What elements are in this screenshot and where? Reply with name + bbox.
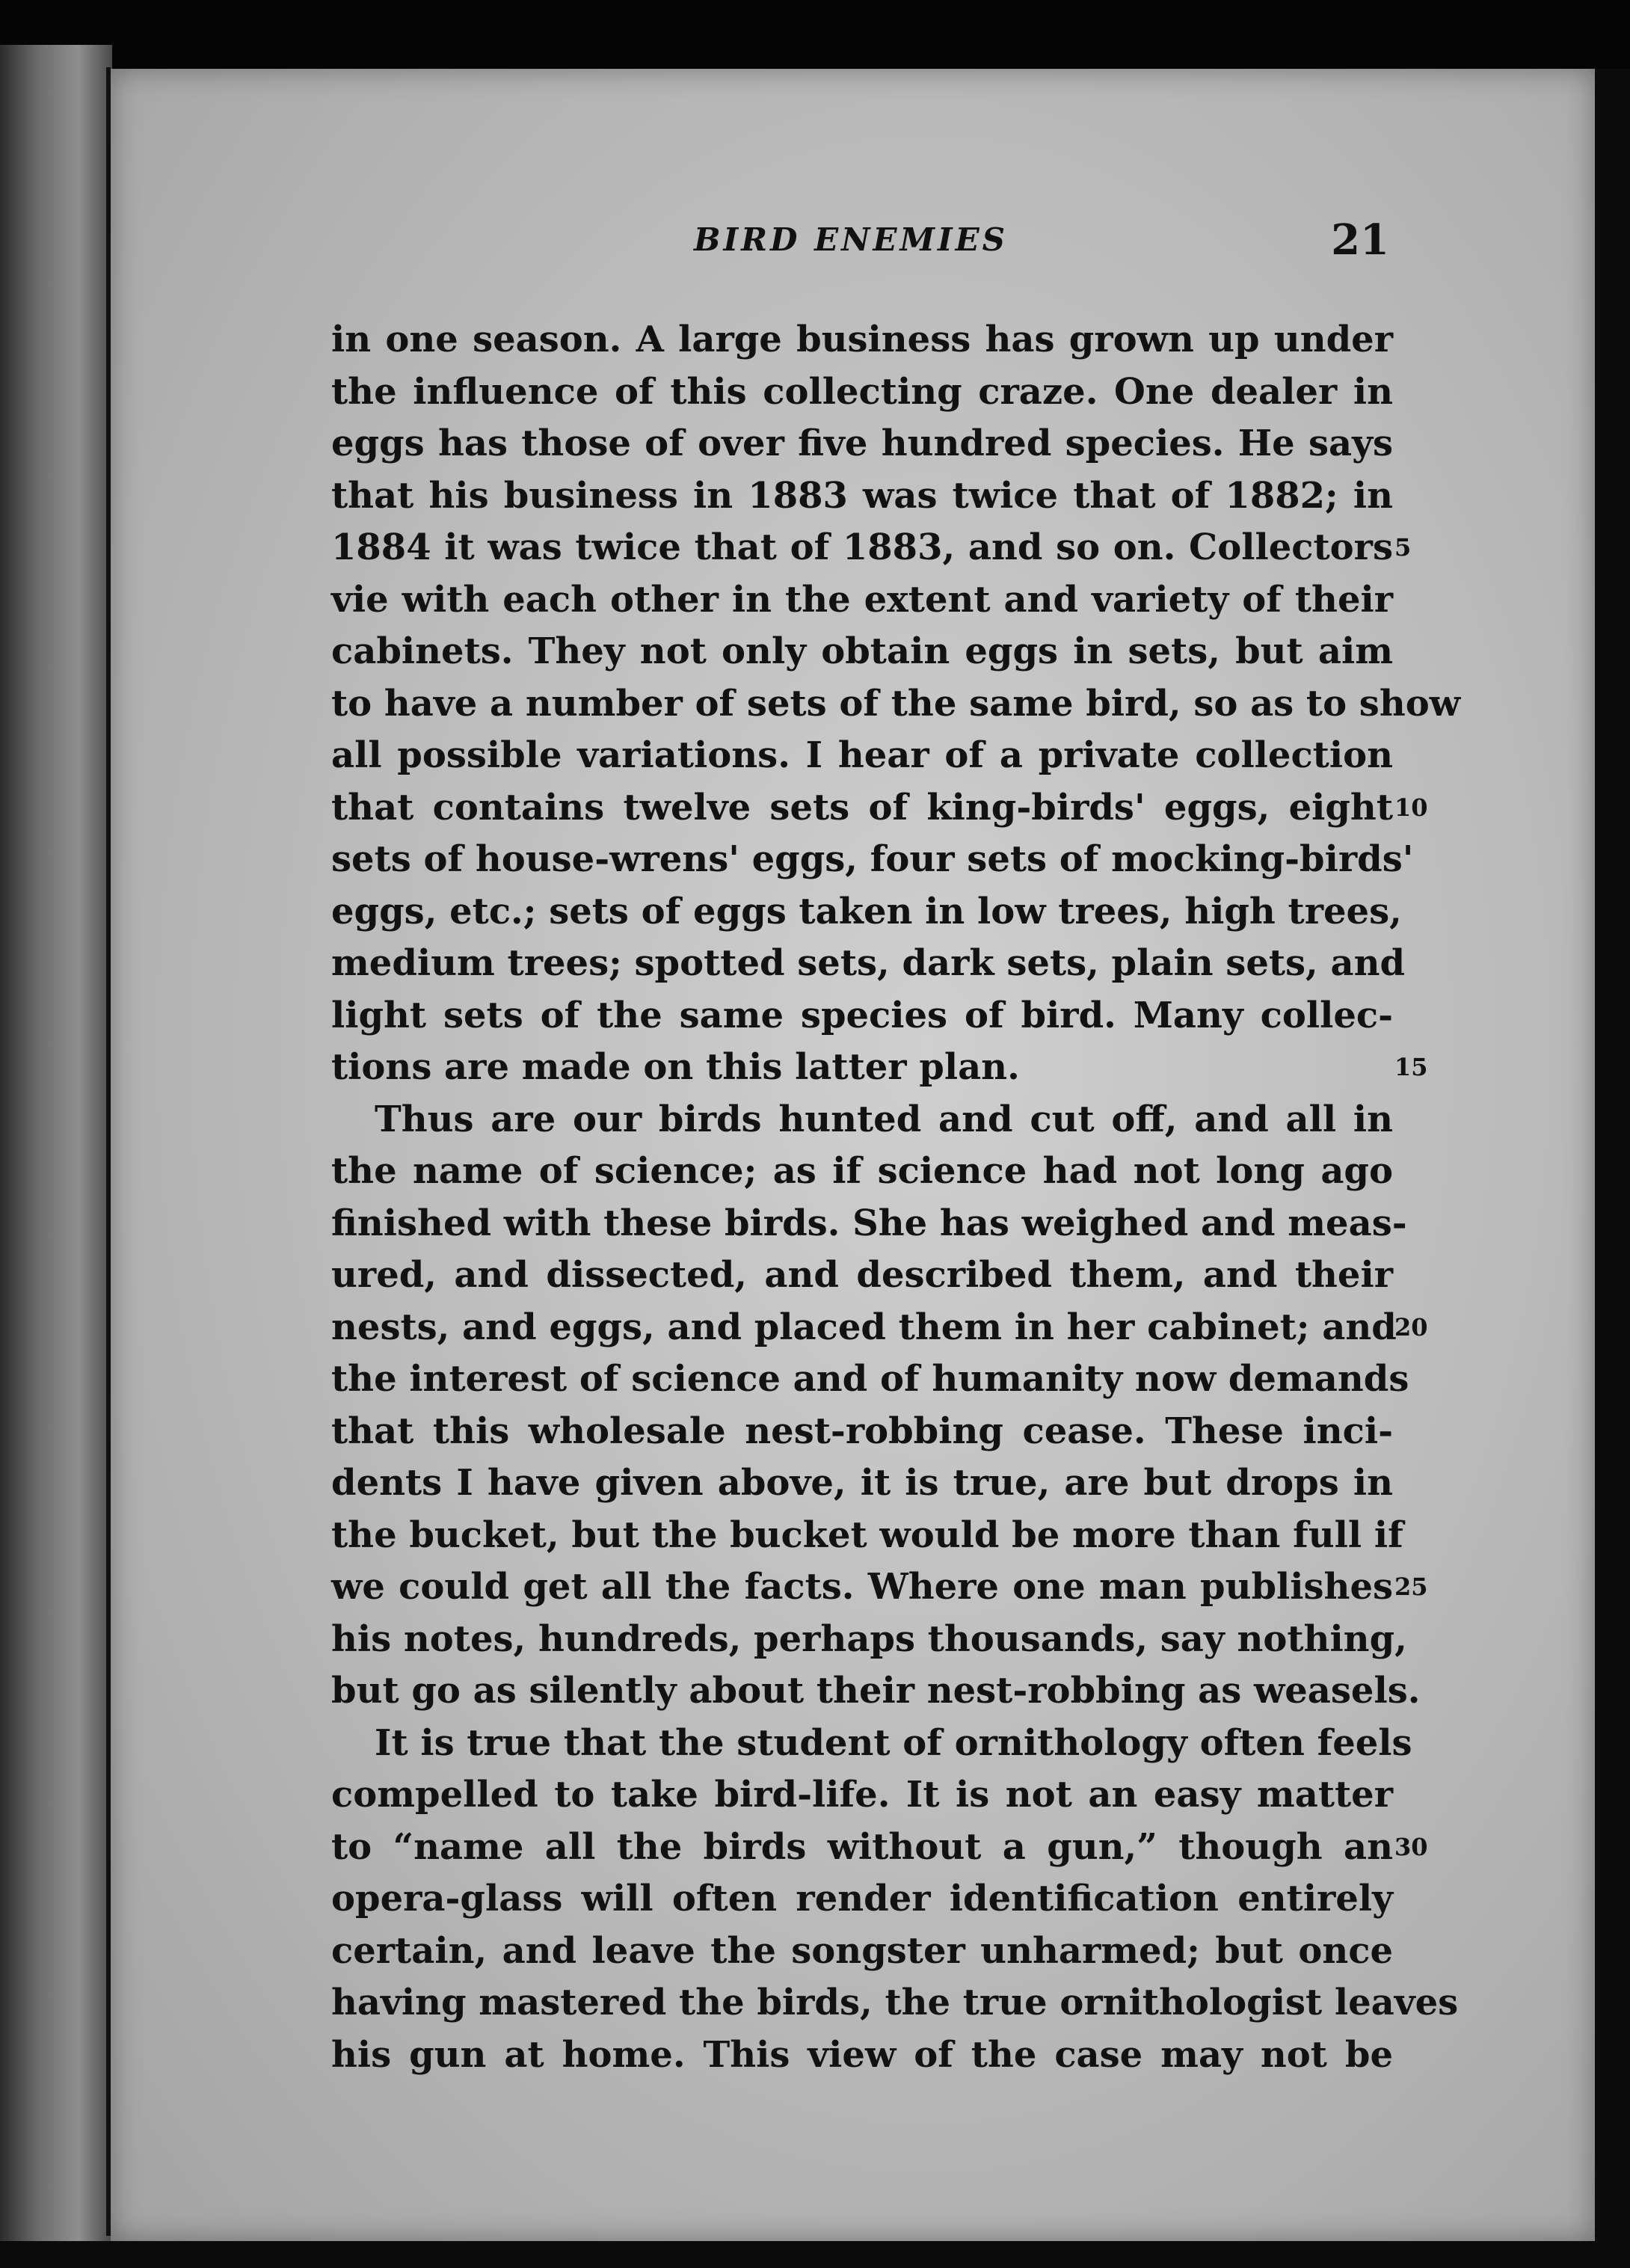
line-number: 10 xyxy=(1394,793,1428,822)
text-line: all possible variations. I hear of a private collection xyxy=(331,734,1393,776)
text-line: the influence of this collecting craze. One dealer in xyxy=(331,370,1393,413)
text-line: but go as silently about their nest-robbing as weasels. xyxy=(331,1670,1421,1712)
text-line: his notes, hundreds, perhaps thousands, say nothing, xyxy=(331,1617,1407,1660)
text-line: cabinets. They not only obtain eggs in sets, but aim xyxy=(331,630,1393,672)
text-line: certain, and leave the songster unharmed; but once xyxy=(331,1929,1393,1972)
text-line: that his business in 1883 was twice that of 1882; in xyxy=(331,474,1393,517)
text-line: the bucket, but the bucket would be more than full if xyxy=(331,1513,1403,1556)
line-number: 25 xyxy=(1394,1573,1428,1601)
text-line: ured, and dissected, and described them, and their xyxy=(331,1254,1393,1296)
text-line: 1884 it was twice that of 1883, and so on. Collectors 5 xyxy=(331,522,1393,574)
text-line: in one season. A large business has grown up under xyxy=(331,319,1393,360)
text-line: to have a number of sets of the same bird, so as to show xyxy=(331,682,1461,725)
line-number: 15 xyxy=(1394,1053,1428,1081)
text-line: Thus are our birds hunted and cut off, and all in xyxy=(375,1098,1393,1140)
text-line: finished with these birds. She has weighed and meas- xyxy=(331,1202,1407,1244)
text-line: that contains twelve sets of king-birds' eggs, eight 10 xyxy=(331,782,1393,835)
text-line: compelled to take bird-life. It is not an easy matter xyxy=(331,1774,1393,1816)
text-line: medium trees; spotted sets, dark sets, plain sets, and xyxy=(331,942,1406,984)
scan-border xyxy=(0,0,1630,75)
text-line: to “name all the birds without a gun,” though an 30 xyxy=(331,1822,1393,1874)
text-line: eggs has those of over five hundred species. He says xyxy=(331,422,1393,464)
line-number: 20 xyxy=(1394,1312,1428,1342)
text-line: we could get all the facts. Where one man publishes 25 xyxy=(331,1561,1393,1614)
text-line: dents I have given above, it is true, are but drops in xyxy=(331,1462,1393,1504)
body-text xyxy=(331,314,1461,2081)
text-line: It is true that the student of ornithology often feels xyxy=(375,1721,1412,1764)
text-line: light sets of the same species of bird. Many collec- xyxy=(331,994,1393,1036)
line-number: 30 xyxy=(1394,1832,1428,1861)
book-spine xyxy=(0,45,112,2258)
text-line: nests, and eggs, and placed them in her cabinet; and 20 xyxy=(331,1302,1393,1354)
line-number: 5 xyxy=(1394,533,1412,562)
text-line: the name of science; as if science had not long ago xyxy=(331,1150,1393,1192)
page-header xyxy=(223,215,1389,281)
page-number: 21 xyxy=(1331,215,1389,265)
text-line: sets of house-wrens' eggs, four sets of mocking-birds' xyxy=(331,838,1414,880)
text-line: vie with each other in the extent and variety of their xyxy=(331,578,1393,621)
scan-edge-right xyxy=(1595,69,1630,2268)
scan-edge-bottom xyxy=(0,2241,1630,2268)
text-line: eggs, etc.; sets of eggs taken in low trees, high trees, xyxy=(331,890,1402,932)
running-head: BIRD ENEMIES xyxy=(694,221,1008,258)
text-line: opera-glass will often render identification entirely xyxy=(331,1878,1393,1920)
text-line: tions are made on this latter plan. 15 xyxy=(331,1042,1393,1094)
text-line: that this wholesale nest-robbing cease. These inci- xyxy=(331,1410,1393,1452)
text-line: his gun at home. This view of the case may not be xyxy=(331,2033,1393,2076)
text-line: the interest of science and of humanity now demands xyxy=(331,1358,1409,1400)
text-line: having mastered the birds, the true ornithologist leaves xyxy=(331,1982,1459,2023)
